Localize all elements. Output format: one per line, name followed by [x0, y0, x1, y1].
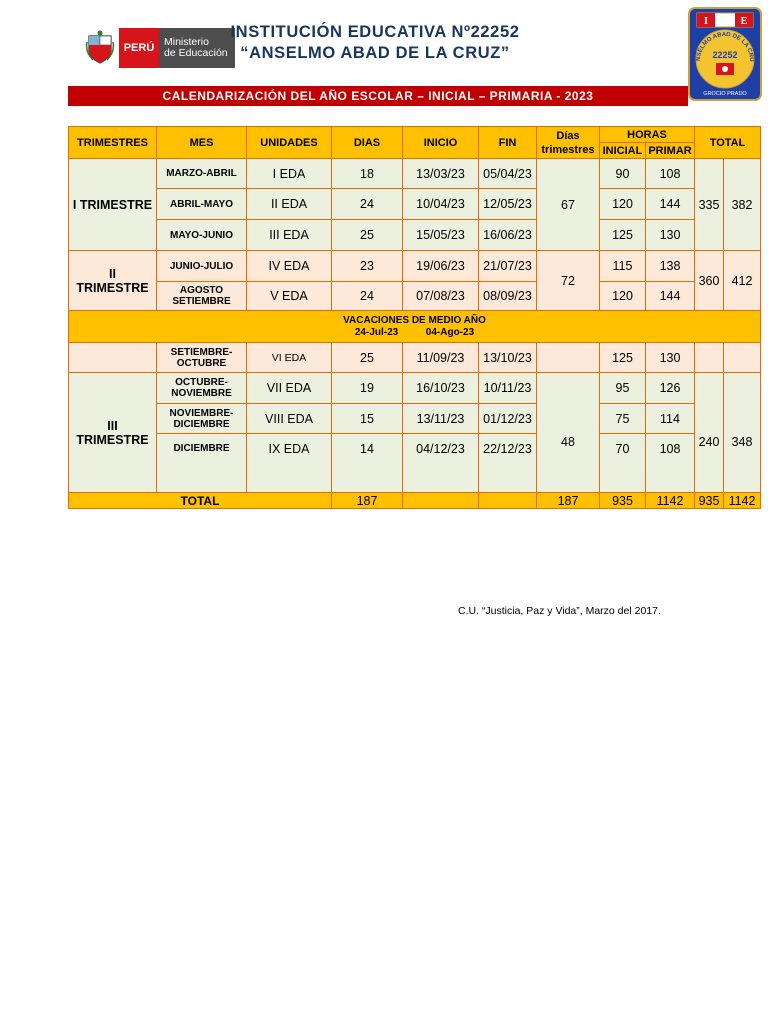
empty-days-cell	[537, 343, 600, 373]
table-row	[69, 404, 761, 434]
inicial-cell: 90	[600, 159, 646, 189]
primar-cell: 138	[646, 251, 695, 282]
total-dias: 187	[332, 493, 403, 509]
inicial-cell: 125	[600, 343, 646, 373]
table-row	[69, 282, 761, 311]
grand-total-inicial: 935	[695, 493, 724, 509]
mes-cell: DICIEMBRE	[157, 434, 247, 493]
table-row	[69, 189, 761, 220]
dias-cell: 25	[332, 220, 403, 251]
mes-cell: MARZO-ABRIL	[157, 159, 247, 189]
mes-cell: MAYO-JUNIO	[157, 220, 247, 251]
total-dias-trim: 187	[537, 493, 600, 509]
unidad-cell: VII EDA	[247, 373, 332, 404]
mes-line-1: NOVIEMBRE-	[169, 407, 234, 419]
mes-cell: ABRIL-MAYO	[157, 189, 247, 220]
mes-line-1: SETIEMBRE-	[170, 346, 233, 358]
table-row	[69, 220, 761, 251]
crest-number: 22252	[712, 50, 738, 60]
mes-line-1: AGOSTO	[179, 285, 224, 296]
unidad-cell: I EDA	[247, 159, 332, 189]
crest-arc-text: NSELMO ABAD DE LA CRU	[695, 31, 755, 62]
vacation-row	[69, 311, 761, 343]
fin-cell: 12/05/23	[479, 189, 537, 220]
trimester-2-days: 72	[537, 251, 600, 311]
unidad-cell: II EDA	[247, 189, 332, 220]
vacation-cell	[69, 311, 761, 343]
primar-cell: 130	[646, 220, 695, 251]
unidad-cell: VIII EDA	[247, 404, 332, 434]
table-row	[69, 159, 761, 189]
primar-cell: 144	[646, 189, 695, 220]
trimester-3-label-line-2: TRIMESTRE	[76, 432, 149, 447]
col-header-total: TOTAL	[695, 127, 761, 159]
col-header-dias-trimestres	[537, 127, 600, 159]
fin-cell: 08/09/23	[479, 282, 537, 311]
empty-trimester-cell	[69, 343, 157, 373]
crest-letter-i: I	[704, 16, 708, 27]
footnote: C.U. “Justicia, Paz y Vida”, Marzo del 2017.	[458, 605, 661, 617]
dias-cell: 25	[332, 343, 403, 373]
mes-line-2: OCTUBRE	[176, 357, 227, 369]
col-header-dias: DIAS	[332, 127, 403, 159]
total-primar: 1142	[646, 493, 695, 509]
mes-cell: JUNIO-JULIO	[157, 251, 247, 282]
calendar-banner: CALENDARIZACIÓN DEL AÑO ESCOLAR – INICIAL – PRIMARIA - 2023	[68, 86, 688, 106]
vacation-start: 24-Jul-23	[354, 326, 399, 338]
trimester-2-label-line-1: II	[109, 266, 116, 281]
trimester-3-label-line-1: III	[107, 418, 118, 433]
inicio-cell: 04/12/23	[403, 434, 479, 493]
fin-cell: 16/06/23	[479, 220, 537, 251]
mes-cell	[157, 343, 247, 373]
total-row	[69, 493, 761, 509]
vacation-end: 04-Ago-23	[425, 326, 475, 338]
inicial-cell: 70	[600, 434, 646, 493]
dias-cell: 15	[332, 404, 403, 434]
table-row	[69, 343, 761, 373]
trimester-3-days: 48	[537, 373, 600, 493]
primar-cell: 126	[646, 373, 695, 404]
dias-cell: 24	[332, 189, 403, 220]
fin-cell: 10/11/23	[479, 373, 537, 404]
col-header-primar: PRIMAR	[646, 143, 695, 159]
trimester-2-label	[69, 251, 157, 311]
primar-cell: 144	[646, 282, 695, 311]
mes-line-2: SETIEMBRE	[172, 296, 231, 307]
calendar-table	[68, 126, 761, 509]
dias-trim-line-2: trimestres	[541, 143, 595, 156]
inicial-cell: 75	[600, 404, 646, 434]
total-empty-inicio	[403, 493, 479, 509]
inicio-cell: 16/10/23	[403, 373, 479, 404]
inicio-cell: 15/05/23	[403, 220, 479, 251]
col-header-trimestres: TRIMESTRES	[69, 127, 157, 159]
dias-cell: 23	[332, 251, 403, 282]
col-header-inicio: INICIO	[403, 127, 479, 159]
primar-cell: 108	[646, 434, 695, 493]
empty-total-cell	[724, 343, 761, 373]
inicial-cell: 120	[600, 189, 646, 220]
institution-name: “ANSELMO ABAD DE LA CRUZ”	[240, 44, 510, 62]
unidad-cell: III EDA	[247, 220, 332, 251]
trimester-1-days: 67	[537, 159, 600, 251]
inicio-cell: 07/08/23	[403, 282, 479, 311]
table-row	[69, 434, 761, 493]
dias-trim-line-1: Días	[556, 129, 580, 142]
vacation-dates	[69, 327, 760, 339]
crest-place: GROCIO PRADO	[703, 91, 747, 97]
grand-total-primar: 1142	[724, 493, 761, 509]
mes-cell	[157, 373, 247, 404]
total-label: TOTAL	[69, 493, 332, 509]
total-inicial: 935	[600, 493, 646, 509]
fin-cell: 05/04/23	[479, 159, 537, 189]
fin-cell: 22/12/23	[479, 434, 537, 493]
fin-cell: 13/10/23	[479, 343, 537, 373]
dias-cell: 14	[332, 434, 403, 493]
col-header-horas: HORAS	[600, 127, 695, 143]
trimester-1-label: I TRIMESTRE	[69, 159, 157, 251]
dias-cell: 24	[332, 282, 403, 311]
dias-cell: 18	[332, 159, 403, 189]
mes-line-1: OCTUBRE-	[175, 377, 228, 388]
unidad-cell: VI EDA	[247, 343, 332, 373]
header-row	[69, 127, 761, 143]
unidad-cell: IV EDA	[247, 251, 332, 282]
ministry-line-1: Ministerio	[164, 36, 209, 48]
table-row	[69, 251, 761, 282]
school-crest-icon	[688, 7, 762, 101]
trimester-1-total-inicial: 335	[695, 159, 724, 251]
total-empty-fin	[479, 493, 537, 509]
dias-cell: 19	[332, 373, 403, 404]
primar-cell: 108	[646, 159, 695, 189]
trimester-2-total-inicial: 360	[695, 251, 724, 311]
empty-total-cell	[695, 343, 724, 373]
trimester-3-total-inicial: 240	[695, 373, 724, 493]
institution-title: INSTITUCIÓN EDUCATIVA Nº22252	[230, 23, 520, 41]
mes-line-2: DICIEMBRE	[173, 418, 230, 430]
inicio-cell: 10/04/23	[403, 189, 479, 220]
col-header-unidades: UNIDADES	[247, 127, 332, 159]
peru-coat-of-arms-icon	[83, 28, 117, 68]
peru-label: PERÚ	[119, 28, 159, 68]
fin-cell: 01/12/23	[479, 404, 537, 434]
inicio-cell: 11/09/23	[403, 343, 479, 373]
trimester-1-total-primar: 382	[724, 159, 761, 251]
inicio-cell: 13/11/23	[403, 404, 479, 434]
col-header-inicial: INICIAL	[600, 143, 646, 159]
inicial-cell: 115	[600, 251, 646, 282]
primar-cell: 114	[646, 404, 695, 434]
unidad-cell: V EDA	[247, 282, 332, 311]
table-row	[69, 373, 761, 404]
trimester-2-label-line-2: TRIMESTRE	[76, 280, 149, 295]
trimester-2-total-primar: 412	[724, 251, 761, 311]
inicio-cell: 13/03/23	[403, 159, 479, 189]
vacation-label: VACACIONES DE MEDIO AÑO	[343, 314, 486, 326]
crest-letter-e: E	[740, 16, 748, 27]
trimester-3-label	[69, 373, 157, 493]
mes-cell	[157, 404, 247, 434]
col-header-mes: MES	[157, 127, 247, 159]
unidad-cell: IX EDA	[247, 434, 332, 493]
trimester-3-total-primar: 348	[724, 373, 761, 493]
fin-cell: 21/07/23	[479, 251, 537, 282]
inicial-cell: 120	[600, 282, 646, 311]
inicial-cell: 125	[600, 220, 646, 251]
mes-cell	[157, 282, 247, 311]
col-header-fin: FIN	[479, 127, 537, 159]
ministry-line-2: de Educación	[164, 47, 228, 59]
inicio-cell: 19/06/23	[403, 251, 479, 282]
inicial-cell: 95	[600, 373, 646, 404]
primar-cell: 130	[646, 343, 695, 373]
mes-line-2: NOVIEMBRE	[171, 388, 232, 399]
